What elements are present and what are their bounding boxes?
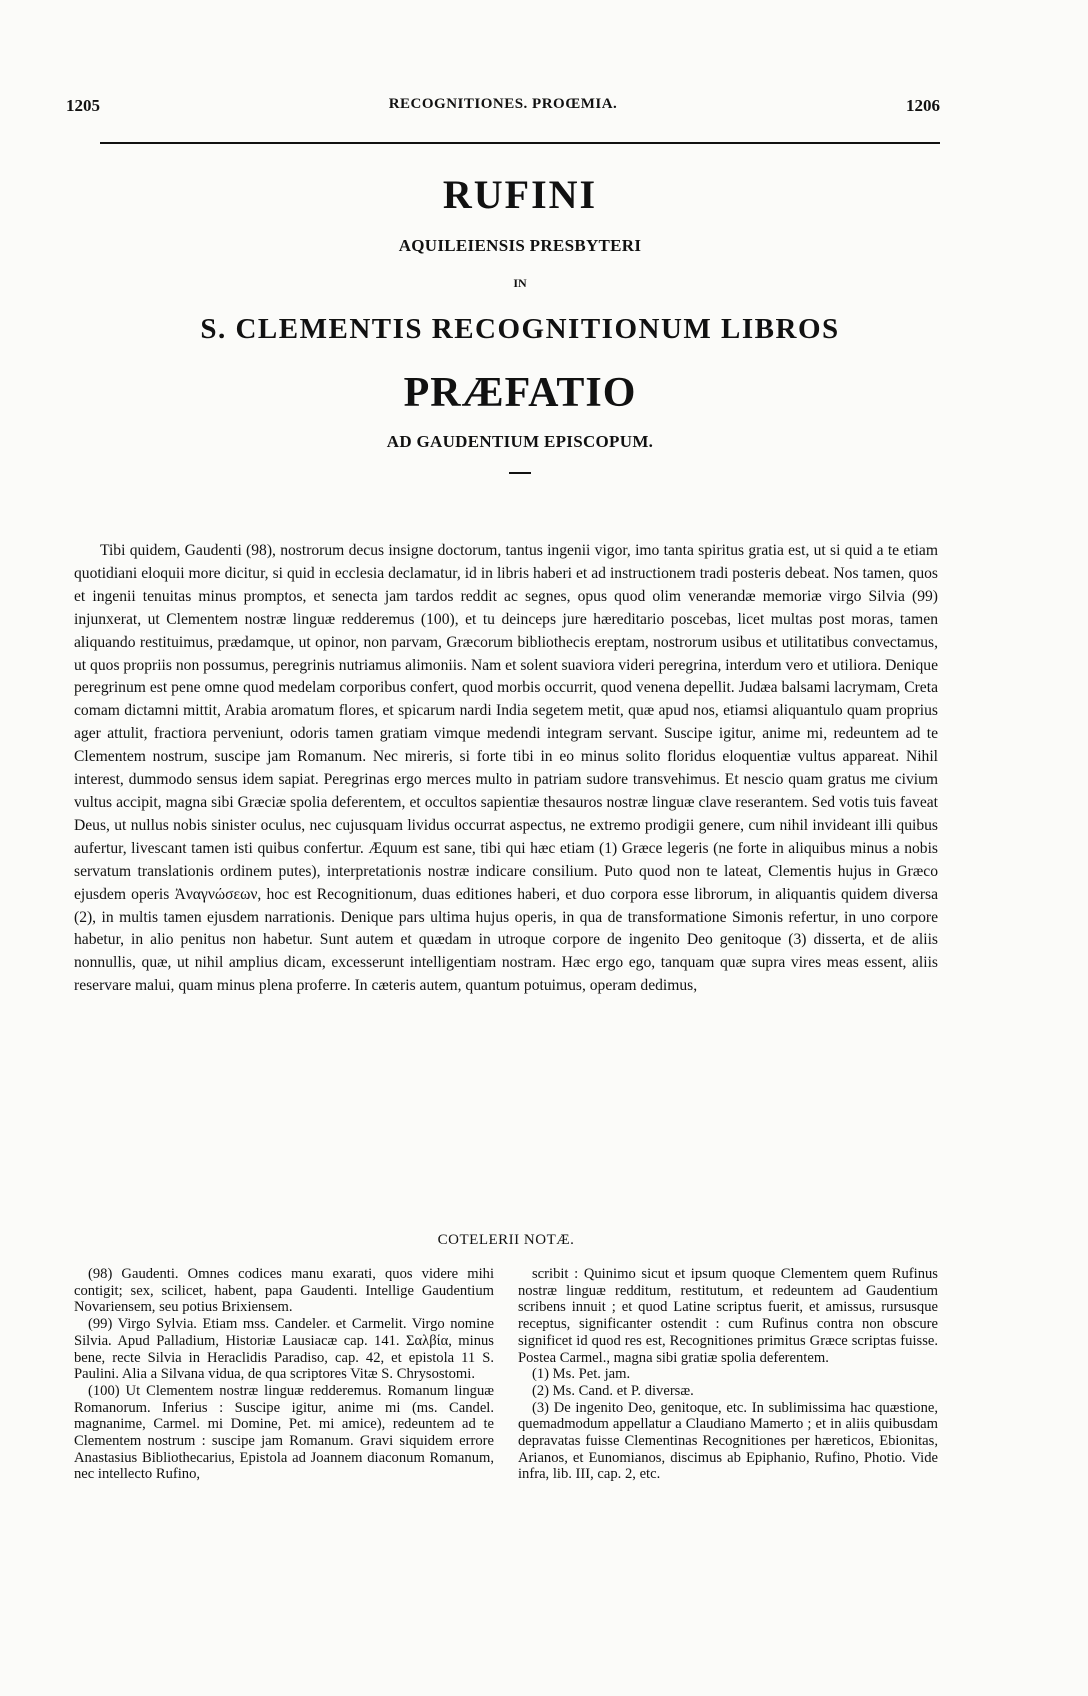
addressee: AD GAUDENTIUM EPISCOPUM. bbox=[386, 432, 654, 451]
running-title: RECOGNITIONES. PROŒMIA. bbox=[388, 96, 618, 112]
note-continuation: scribit : Quinimo sicut et ipsum quoque Clementem quem Rufinus nostræ linguæ redditum, restitutum, et redeuntem ad Gaudentium scribens innuit ; et quod Latine scriptus fuerit, et amissus, rursusque receptus, significanter ostendit : cum Rufinus contra non obscure significet id quod res est, Recognitiones primitus Græce scriptas fuisse. Postea Carmel., magna sibi gratiæ spolia deferentem. bbox=[518, 1266, 938, 1366]
note-1: (1) Ms. Pet. jam. bbox=[532, 1366, 631, 1383]
page-number-left: 1205 bbox=[66, 96, 100, 115]
main-text bbox=[74, 540, 938, 998]
notes-section bbox=[74, 1266, 938, 1566]
note-3: (3) De ingenito Deo, genitoque, etc. In sublimissima hac quæstione, quemadmodum appellatur a Claudiano Mamerto ; et in aliis quibusdam depravatas fuisse Clementinas Recognitiones per hæreticos, Ebionitas, Arianos, et Eunomianos, discimus ab Epiphanio, Rufino, Photio. Vide infra, lib. III, cap. 2, etc. bbox=[518, 1399, 938, 1483]
note-2: (2) Ms. Cand. et P. diversæ. bbox=[532, 1382, 694, 1399]
page-number-right: 1206 bbox=[906, 96, 940, 115]
main-paragraph: Tibi quidem, Gaudenti (98), nostrorum decus insigne doctorum, tantus ingenii vigor, imo tanta spiritus gratia est, ut si quid a te etiam quotidiani eloquii more dicitur, si quid in ecclesia declamatur, id in libris haberi et ad instructionem tradi posteris debeat. Nos tamen, quos et ingenii tenuitas minus promptos, et senecta jam tardos reddit ac segnes, opus quod olim venerandæ memoriæ virgo Silvia (99) injunxerat, ut Clementem nostræ linguæ redderemus (100), et tu deinceps jure hæreditario poscebas, licet multas post moras, tamen aliquando restituimus, prædamque, ut opinor, non parvam, Græcorum bibliothecis ereptam, nostrorum usibus et utilitatibus convectamus, ut quos propriis non possumus, peregrinis nutriamus alimoniis. Nam et solent suaviora videri peregrina, interdum vero et utiliora. Denique peregrinum est pene omne quod medelam corporibus confert, quod morbis occurrit, quod venena depellit. Judæa balsami lacrymam, Creta comam dictamni mittit, Arabia aromatum flores, et spicarum nardi India segetem metit, quæ apud nos, etiamsi aliquantulo quam proprius ager attulit, fractiora perveniunt, odoris tamen gratiam vimque medendi integram servant. Suscipe igitur, anime mi, redeuntem ad te Clementem nostrum, suscipe jam Romanum. Nec mireris, si forte tibi in eo minus solito floridus eloquentiæ vultus appareat. Nihil interest, dummodo sensus idem sapiat. Peregrinas ergo merces multo in patriam sudore transvehimus. Et nescio quam gratus me civium vultus accipit, magna sibi Græciæ spolia deferentem, et occultos sapientiæ thesauros nostræ linguæ clave reserantem. Sed votis tuis faveat Deus, ut nullus nobis sinister oculus, nec cujusquam lividus occurrat aspectus, ne extremo prodigii genere, cum nihil invideant illi quibus aufertur, livescant tamen isti quibus confertur. Æquum est sane, tibi qui hæc etiam (1) Græce legeris (ne forte in aliquibus minus a nobis servatum translationis ordinem putes), interpretationis nostræ indicare consilium. Puto quod non te lateat, Clementis hujus in Græco ejusdem operis Ἀναγνώσεων, hoc est Recognitionum, duas editiones haberi, et duo corpora esse librorum, in aliquantis quidem diversa (2), in multis tamen ejusdem narrationis. Denique pars ultima hujus operis, in qua de transformatione Simonis refertur, in uno corpore habetur, in alio penitus non habetur. Sunt autem et quædam in utroque corpore de ingenito Deo genitoque (3) disserta, et de aliis nonnullis, quæ, ut nihil amplius dicam, excesserunt intelligentiam nostram. Hæc ergo ego, tanquam quæ supra vires meas essent, aliis reservare malui, quam minus plena proferre. In cæteris autem, quantum potuimus, operam dedimus, bbox=[74, 542, 938, 995]
title-block bbox=[100, 170, 940, 474]
note-100: (100) Ut Clementem nostræ linguæ redderemus. Romanum linguæ Romanorum. Inferius : Suscipe igitur, anime mi (ms. Candel. magnanime, Carmel. mi Domine, Pet. mi amice), redeuntem ad te Clementem nostrum : suscipe jam Romanum. Gravi siquidem errore Anastasius Bibliothecarius, Epistola ad Joannem diaconum Romanum, nec intellecto Rufino, bbox=[74, 1382, 494, 1483]
header-rule bbox=[100, 142, 940, 144]
note-98: (98) Gaudenti. Omnes codices manu exarati, quos videre mihi contigit; sex, scilicet, habent, papa Gaudenti. Intellige Gaudentium Novariensem, seu potius Brixiensem. bbox=[74, 1266, 494, 1316]
notes-column-left bbox=[74, 1266, 494, 1566]
notes-heading: COTELERII NOTÆ. bbox=[437, 1232, 575, 1248]
title-preposition: IN bbox=[513, 276, 527, 290]
work-title: S. CLEMENTIS RECOGNITIONUM LIBROS bbox=[200, 313, 840, 345]
note-99: (99) Virgo Sylvia. Etiam mss. Candeler. et Carmelit. Virgo nomine Silvia. Apud Palladium, Historiæ Lausiacæ cap. 141. Σαλβία, minus bene, recte Silvia in Heraclidis Paradiso, cap. 42, et epistola 11 S. Paulini. Alia a Silvana vidua, de qua scriptores Vitæ S. Chrysostomi. bbox=[74, 1316, 494, 1383]
notes-column-right bbox=[518, 1266, 938, 1566]
author-description: AQUILEIENSIS PRESBYTERI bbox=[398, 236, 642, 255]
running-head bbox=[66, 96, 940, 124]
author-title: RUFINI bbox=[442, 172, 598, 217]
title-dash bbox=[509, 472, 531, 474]
section-title: PRÆFATIO bbox=[403, 370, 637, 416]
